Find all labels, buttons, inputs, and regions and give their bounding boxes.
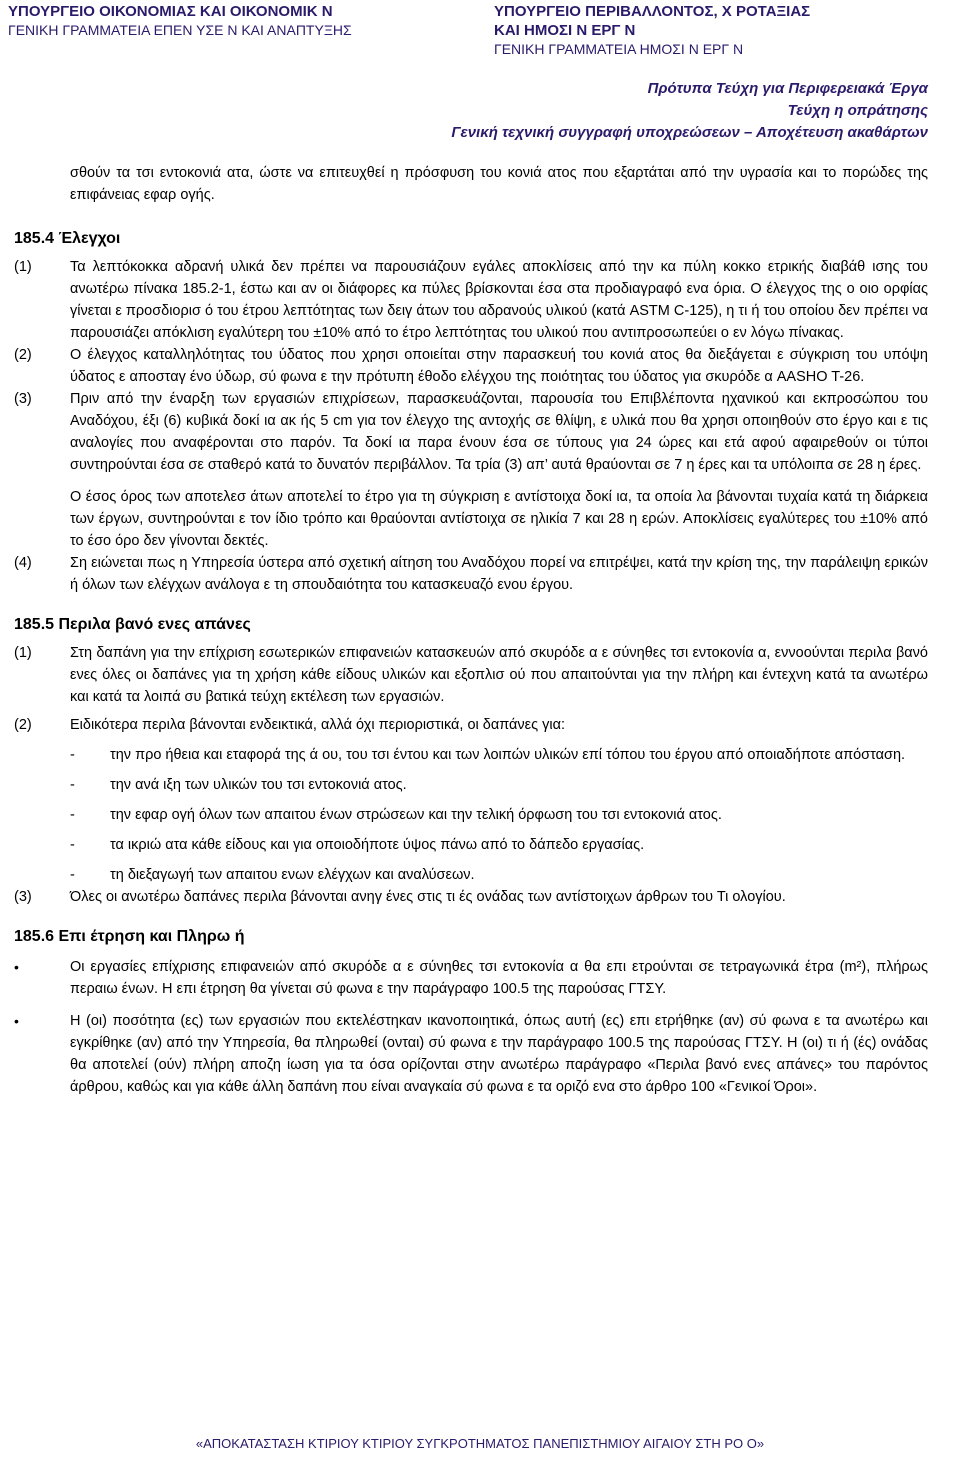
section-185-5-heading: 185.5 Περιλα βανό ενες απάνες <box>14 616 251 633</box>
header-left <box>8 2 480 58</box>
doc-meta-line-2: Τεύχη η οπράτησης <box>787 102 928 119</box>
bullet-text: Οι εργασίες επίχρισης επιφανειών από σκυρόδε α ε σύνηθες τσι εντοκονία α θα επι ετρούνται σε τετραγωνικά έτρα (m²), πλήρως περαιω ένων. Η επι έτρηση θα γίνεται σύ φωνα ε την παράγραφο 100.5 της παρούσας ΓΤΣΥ. <box>70 959 928 997</box>
dash-marker: - <box>70 867 75 883</box>
doc-meta-line-3: Γενική τεχνική συγγραφή υποχρεώσεων – Αποχέτευση ακαθάρτων <box>451 124 928 141</box>
item-text: Πριν από την έναρξη των εργασιών επιχρίσεων, παρασκευάζονται, παρουσία του Επιβλέποντα ηχανικού και εκπροσώπου του Αναδόχου, έξι (6) κυβικά δοκί ια ακ ής 5 cm για τον έλεγχο της αντοχής σε θλίψη, ε υλικά που θα χρησι οποιηθούν στο έργο και ε τις αναλογίες που αναφέρονται στο παρόν. Τα δοκί ια παρα ένουν έσα σε τύπους για 24 ώρες και ετά αφού αφαιρεθούν οι τύποι συντηρούνται έσα σε σταθερό κατά το δυνατόν περιβάλλον. Τα τρία (3) απ’ αυτά θραύονται σε 7 η έρες και τα υπόλοιπα σε 28 η έρες. <box>70 391 928 473</box>
ministry-finance-subtitle: ΓΕΝΙΚΗ ΓΡΑΜΜΑΤΕΙΑ ΕΠΕΝ ΥΣΕ Ν ΚΑΙ ΑΝΑΠΤΥΞΗΣ <box>8 22 352 38</box>
item-text: Ειδικότερα περιλα βάνονται ενδεικτικά, αλλά όχι περιοριστικά, οι δαπάνες για: <box>70 717 566 733</box>
ministry-environment-title-1: ΥΠΟΥΡΓΕΙΟ ΠΕΡΙΒΑΛΛΟΝΤΟΣ, Χ ΡΟΤΑΞΙΑΣ <box>494 3 811 20</box>
page-footer: «ΑΠΟΚΑΤΑΣΤΑΣΗ ΚΤΙΡΙΟΥ ΚΤΙΡΙΟΥ ΣΥΓΚΡΟΤΗΜΑΤΟΣ ΠΑΝΕΠΙΣΤΗΜΙΟΥ ΑΙΓΑΙΟΥ ΣΤΗ ΡΟ Ο» <box>195 1436 765 1451</box>
item-text: Ση ειώνεται πως η Υπηρεσία ύστερα από σχετική αίτηση του Αναδόχου πορεί να επιτρέψει, κατά την κρίση της, την παράλειψη ερικών ή όλων των ελέγχων ανάλογα ε τη σπουδαιότητα του κατασκευαζό ενου έργου. <box>70 555 928 593</box>
payment-bullet-1 <box>0 956 960 1000</box>
bullet-marker: • <box>14 959 19 975</box>
item-text-continued: Ο έσος όρος των αποτελεσ άτων αποτελεί το έτρο για τη σύγκριση ε αντίστοιχα δοκί ια, τα οποία λα βάνονται τυχαία κατά τη διάρκεια των έργων, συντηρούνται ε τον ίδιο τρόπο και θραύονται αντίστοιχα σε ηλικία 7 και 28 η ερών. Αποκλίσεις εγαλύτερες του ±10% από το έσο όρο δεν γίνονται δεκτές. <box>70 489 928 549</box>
item-number: (1) <box>14 259 32 275</box>
cost-item-2 <box>0 714 960 736</box>
cost-sub-item <box>0 834 960 856</box>
item-text: Όλες οι ανωτέρω δαπάνες περιλα βάνονται ανηγ ένες στις τι ές ονάδας των αντίστοιχων άρθρων του Τι ολογίου. <box>70 889 786 905</box>
dash-marker: - <box>70 807 75 823</box>
header-right <box>480 2 952 58</box>
intro-paragraph: σθούν τα τσι εντοκονιά ατα, ώστε να επιτευχθεί η πρόσφυση του κονιά ατος που εξαρτάται από την υγρασία και το πορώδες της επιφάνειας εφαρ ογής. <box>70 165 928 203</box>
bullet-marker: • <box>14 1013 19 1029</box>
dash-marker: - <box>70 747 75 763</box>
dash-marker: - <box>70 777 75 793</box>
check-item-4 <box>0 552 960 596</box>
section-185-6-heading: 185.6 Επι έτρηση και Πληρω ή <box>14 928 245 945</box>
ministry-environment-title-2: ΚΑΙ ΗΜΟΣΙ Ν ΕΡΓ Ν <box>494 22 636 39</box>
check-item-1 <box>0 256 960 344</box>
cost-item-1 <box>0 642 960 708</box>
cost-sub-item <box>0 774 960 796</box>
doc-meta-line-1: Πρότυπα Τεύχη για Περιφερειακά Έργα <box>647 80 928 97</box>
check-item-2 <box>0 344 960 388</box>
item-number: (2) <box>14 717 32 733</box>
sub-item-text: την προ ήθεια και εταφορά της ά ου, του τσι έντου και των λοιπών υλικών επί τόπου του έργου από οποιαδήποτε απόσταση. <box>110 747 906 763</box>
cost-sub-item <box>0 744 960 766</box>
item-text: Ο έλεγχος καταλληλότητας του ύδατος που χρησι οποιείται στην παρασκευή του κονιά ατος θα διεξάγεται ε σύγκριση του υπόψη ύδατος ε αποσταγ ένο ύδωρ, σύ φωνα ε την πρότυπη έθοδο ελέγχου της ποιότητας του ύδατος για σκυρόδε α AASHO T-26. <box>70 347 928 385</box>
cost-item-3 <box>0 886 960 908</box>
check-item-3 <box>0 388 960 552</box>
ministry-finance-title: ΥΠΟΥΡΓΕΙΟ ΟΙΚΟΝΟΜΙΑΣ ΚΑΙ ΟΙΚΟΝΟΜΙΚ Ν <box>8 3 333 20</box>
page-header <box>8 2 952 58</box>
ministry-environment-subtitle: ΓΕΝΙΚΗ ΓΡΑΜΜΑΤΕΙΑ ΗΜΟΣΙ Ν ΕΡΓ Ν <box>494 41 744 57</box>
sub-item-text: τη διεξαγωγή των απαιτου ενων ελέγχων και αναλύσεων. <box>110 867 475 883</box>
item-text: Στη δαπάνη για την επίχριση εσωτερικών επιφανειών κατασκευών από σκυρόδε α ε σύνηθες τσι εντοκονία α, εννοούνται περιλα βανό ενες όλες οι δαπάνες για τη χρήση κάθε είδους υλικών και εξοπλισ ού που απαιτούνται για την πλήρη και έντεχνη κατά τα ανωτέρω και κατά τα λοιπά συ βατικά τεύχη εκτέλεση των εργασιών. <box>70 645 928 705</box>
item-number: (2) <box>14 347 32 363</box>
document-body <box>0 162 960 1098</box>
item-number: (1) <box>14 645 32 661</box>
cost-sub-item <box>0 804 960 826</box>
section-185-4-heading: 185.4 Έλεγχοι <box>14 230 121 247</box>
cost-sub-item <box>0 864 960 886</box>
sub-item-text: την εφαρ ογή όλων των απαιτου ένων στρώσεων και την τελική όρφωση του τσι εντοκονιά ατος. <box>110 807 722 823</box>
item-number: (4) <box>14 555 32 571</box>
dash-marker: - <box>70 837 75 853</box>
item-number: (3) <box>14 391 32 407</box>
bullet-text: Η (οι) ποσότητα (ες) των εργασιών που εκτελέστηκαν ικανοποιητικά, όπως αυτή (ες) επι ετρήθηκε (αν) σύ φωνα ε τα ανωτέρω και εγκρίθηκε (αν) από την Υπηρεσία, θα πληρωθεί (ονται) σύ φωνα ε την παράγραφο 100.5 της παρούσας ΓΤΣΥ. Η (οι) τι ή (ές) ονάδας θα αποτελεί (ούν) πλήρη αποζη ίωση για τα όσα ορίζονται στην ανωτέρω παράγραφο «Περιλα βανό ενες απάνες» του παρόντος άρθρου, καθώς και για κάθε άλλη δαπάνη που είναι αναγκαία σύ φωνα ε τα οριζό ενα στο άρθρο 100 «Γενικοί Όροι». <box>70 1013 928 1095</box>
payment-bullet-2 <box>0 1010 960 1098</box>
document-meta <box>451 78 928 144</box>
item-number: (3) <box>14 889 32 905</box>
item-text: Τα λεπτόκοκκα αδρανή υλικά δεν πρέπει να παρουσιάζουν εγάλες αποκλίσεις από την κα πύλη κοκκο ετρικής διαβάθ ισης του ανωτέρω πίνακα 185.2-1, έστω και αν οι διάφορες κα πύλες βρίσκονται έσα στα προδιαγραφό ενα όρια. Ο έλεγχος της ο οιο ορφίας γίνεται ε προσδιορισ ό του έτρου λεπτότητας των δειγ άτων του αδρανούς υλικού (κατά ASTM C-125), η τι ή του οποίου δεν πρέπει να παρουσιάζει απόκλιση εγαλύτερη του ±10% από το έτρο λεπτότητας του υλικού που αντιπροσωπεύει ο εν λόγω πίνακας. <box>70 259 928 341</box>
sub-item-text: την ανά ιξη των υλικών του τσι εντοκονιά ατος. <box>110 777 407 793</box>
sub-item-text: τα ικριώ ατα κάθε είδους και για οποιοδήποτε ύψος πάνω από το δάπεδο εργασίας. <box>110 837 645 853</box>
